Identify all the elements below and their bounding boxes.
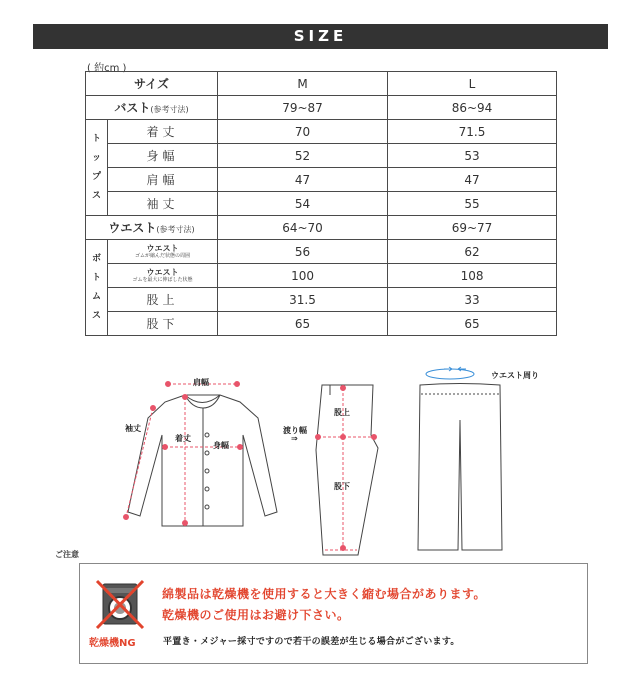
header-m: M [218, 72, 388, 96]
bottoms-row-label-cell [108, 264, 218, 288]
table-row [86, 192, 557, 216]
tops-row-m: 52 [218, 144, 388, 168]
measurement-diagram [0, 360, 640, 560]
tops-group-char: ト [91, 133, 101, 144]
table-row [86, 96, 557, 120]
bottoms-row-l: 65 [388, 312, 557, 336]
notice-title: ご注意 [55, 550, 79, 559]
bottoms-row-m: 56 [218, 240, 388, 264]
tops-row-m: 70 [218, 120, 388, 144]
tops-row-m: 54 [218, 192, 388, 216]
table-row [86, 288, 557, 312]
bottoms-row-sub: ゴムが縮んだ状態の周囲 [135, 253, 191, 259]
table-row [86, 120, 557, 144]
bottoms-group-char: ム [91, 291, 101, 302]
warning-line-1: 綿製品は乾燥機を使用すると大きく縮む場合があります。 [162, 587, 487, 601]
bottoms-row-m: 100 [218, 264, 388, 288]
waist-m: 64~70 [218, 216, 388, 240]
tops-group-char: プ [91, 171, 101, 182]
header-l: L [388, 72, 557, 96]
bust-note: (参考寸法) [150, 105, 189, 114]
tops-group-char: ス [91, 190, 101, 201]
waist-label: ウエスト周り [491, 371, 539, 380]
bottoms-group-char: ボ [91, 253, 101, 264]
bottoms-row-sub: ゴムを最大に伸ばした状態 [132, 277, 193, 283]
bottoms-row-l: 108 [388, 264, 557, 288]
ng-label: 乾燥機NG [89, 638, 136, 649]
length-label: 着丈 [175, 434, 191, 443]
sleeve-label: 袖丈 [125, 424, 141, 433]
bottoms-row-l: 62 [388, 240, 557, 264]
body-width-label: 身幅 [213, 441, 229, 450]
tops-row-l: 53 [388, 144, 557, 168]
bottoms-group-char: ス [91, 310, 101, 321]
bottoms-row-m: 31.5 [218, 288, 388, 312]
tops-row-label: 袖丈 [108, 192, 218, 216]
size-title-bar [33, 24, 608, 49]
bottoms-row-m: 65 [218, 312, 388, 336]
waist-l: 69~77 [388, 216, 557, 240]
table-row [86, 72, 557, 96]
rise-label: 股上 [334, 408, 350, 417]
bottoms-row-label: 股下 [108, 312, 218, 336]
tops-group-cell [86, 120, 108, 216]
bottoms-row-label: ウエスト [146, 244, 179, 253]
waist-label: ウエスト [108, 221, 157, 235]
measurement-note: 平置き・メジャー採寸ですので若干の誤差が生じる場合がございます。 [163, 637, 460, 647]
unit-note: ( 約cm ) [87, 63, 127, 74]
dryer-ng-icon [92, 578, 147, 633]
waist-cell [86, 216, 218, 240]
bottoms-group-cell [86, 240, 108, 336]
inseam-label: 股下 [334, 482, 350, 491]
shirt-illustration [128, 395, 277, 526]
tops-group-char: ッ [91, 152, 101, 163]
tops-row-l: 55 [388, 192, 557, 216]
bottoms-row-label: ウエスト [146, 268, 179, 277]
table-row [86, 168, 557, 192]
header-label: サイズ [86, 72, 218, 96]
waist-note: (参考寸法) [156, 225, 195, 234]
bust-cell [86, 96, 218, 120]
bust-m: 79~87 [218, 96, 388, 120]
thigh-label: 渡り幅 [283, 426, 307, 435]
bust-label: バスト [114, 101, 151, 115]
table-row [86, 144, 557, 168]
size-table [85, 71, 557, 336]
warning-line-2: 乾燥機のご使用はお避け下さい。 [162, 608, 350, 622]
table-row [86, 216, 557, 240]
tops-row-m: 47 [218, 168, 388, 192]
shoulder-label: 肩幅 [193, 378, 209, 387]
size-title: SIZE [293, 27, 348, 45]
bust-l: 86~94 [388, 96, 557, 120]
bottoms-row-label-cell [108, 240, 218, 264]
bottoms-row-l: 33 [388, 288, 557, 312]
pants-front-illustration [418, 384, 502, 551]
table-row [86, 264, 557, 288]
tops-row-label: 身幅 [108, 144, 218, 168]
tops-row-l: 47 [388, 168, 557, 192]
tops-row-l: 71.5 [388, 120, 557, 144]
thigh-arrow: ⇒ [291, 434, 298, 443]
bottoms-group-char: ト [91, 272, 101, 283]
waist-arrow-icon [426, 367, 474, 379]
tops-row-label: 着丈 [108, 120, 218, 144]
table-row [86, 240, 557, 264]
tops-row-label: 肩幅 [108, 168, 218, 192]
table-row [86, 312, 557, 336]
bottoms-row-label: 股上 [108, 288, 218, 312]
